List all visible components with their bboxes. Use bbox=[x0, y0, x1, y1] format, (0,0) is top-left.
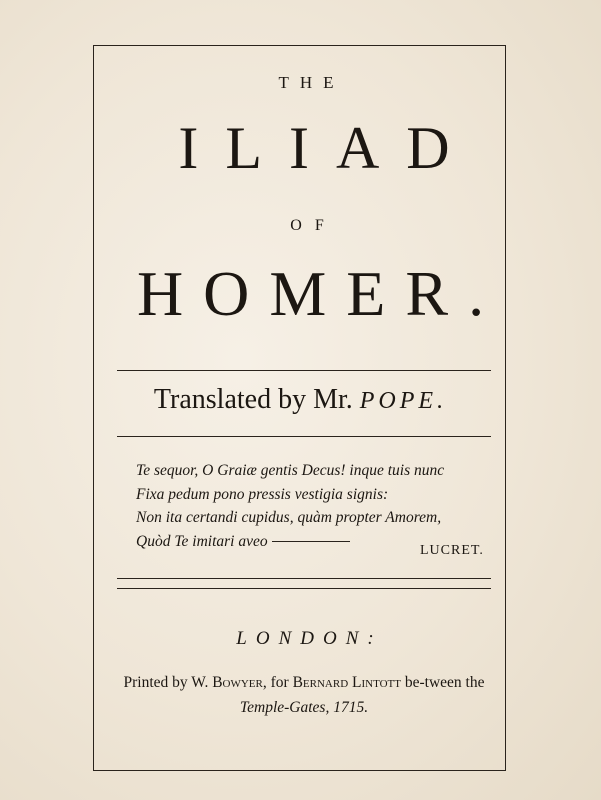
translator-line bbox=[0, 384, 601, 416]
imprint-publisher: Bernard Lintott bbox=[292, 674, 401, 691]
imprint-for: for bbox=[270, 674, 289, 691]
imprint-between: be-tween the bbox=[404, 674, 485, 691]
title-of: OF bbox=[290, 217, 337, 234]
epigraph-line: Non ita certandi cupidus, quàm propter Amorem, bbox=[136, 509, 442, 526]
title-homer: HOMER. bbox=[136, 258, 505, 329]
imprint-printer: Bowyer, bbox=[212, 674, 267, 691]
epigraph-line: Te sequor, O Graiæ gentis Decus! inque tuis nunc bbox=[136, 462, 445, 479]
imprint-year: 1715. bbox=[333, 699, 369, 716]
rule-lower-1 bbox=[117, 578, 491, 579]
translated-prefix: Translated by Mr. bbox=[153, 384, 353, 415]
epigraph-source: LUCRET. bbox=[420, 543, 484, 558]
title-the: THE bbox=[278, 73, 345, 92]
rule-lower-2 bbox=[117, 588, 491, 589]
imprint-city: LONDON: bbox=[236, 628, 383, 649]
rule-middle bbox=[117, 436, 491, 437]
rule-upper bbox=[117, 370, 491, 371]
epigraph-line: Fixa pedum pono pressis vestigia signis: bbox=[136, 485, 389, 503]
epigraph-dash bbox=[272, 541, 350, 542]
imprint-printed-by: Printed by W. bbox=[123, 674, 209, 691]
epigraph-line-text: Quòd Te imitari aveo bbox=[136, 532, 268, 550]
imprint bbox=[108, 670, 500, 720]
title-iliad: ILIAD bbox=[178, 115, 477, 181]
translator-name: POPE. bbox=[359, 388, 448, 414]
imprint-place: Temple-Gates, bbox=[239, 699, 330, 716]
epigraph bbox=[136, 459, 476, 553]
